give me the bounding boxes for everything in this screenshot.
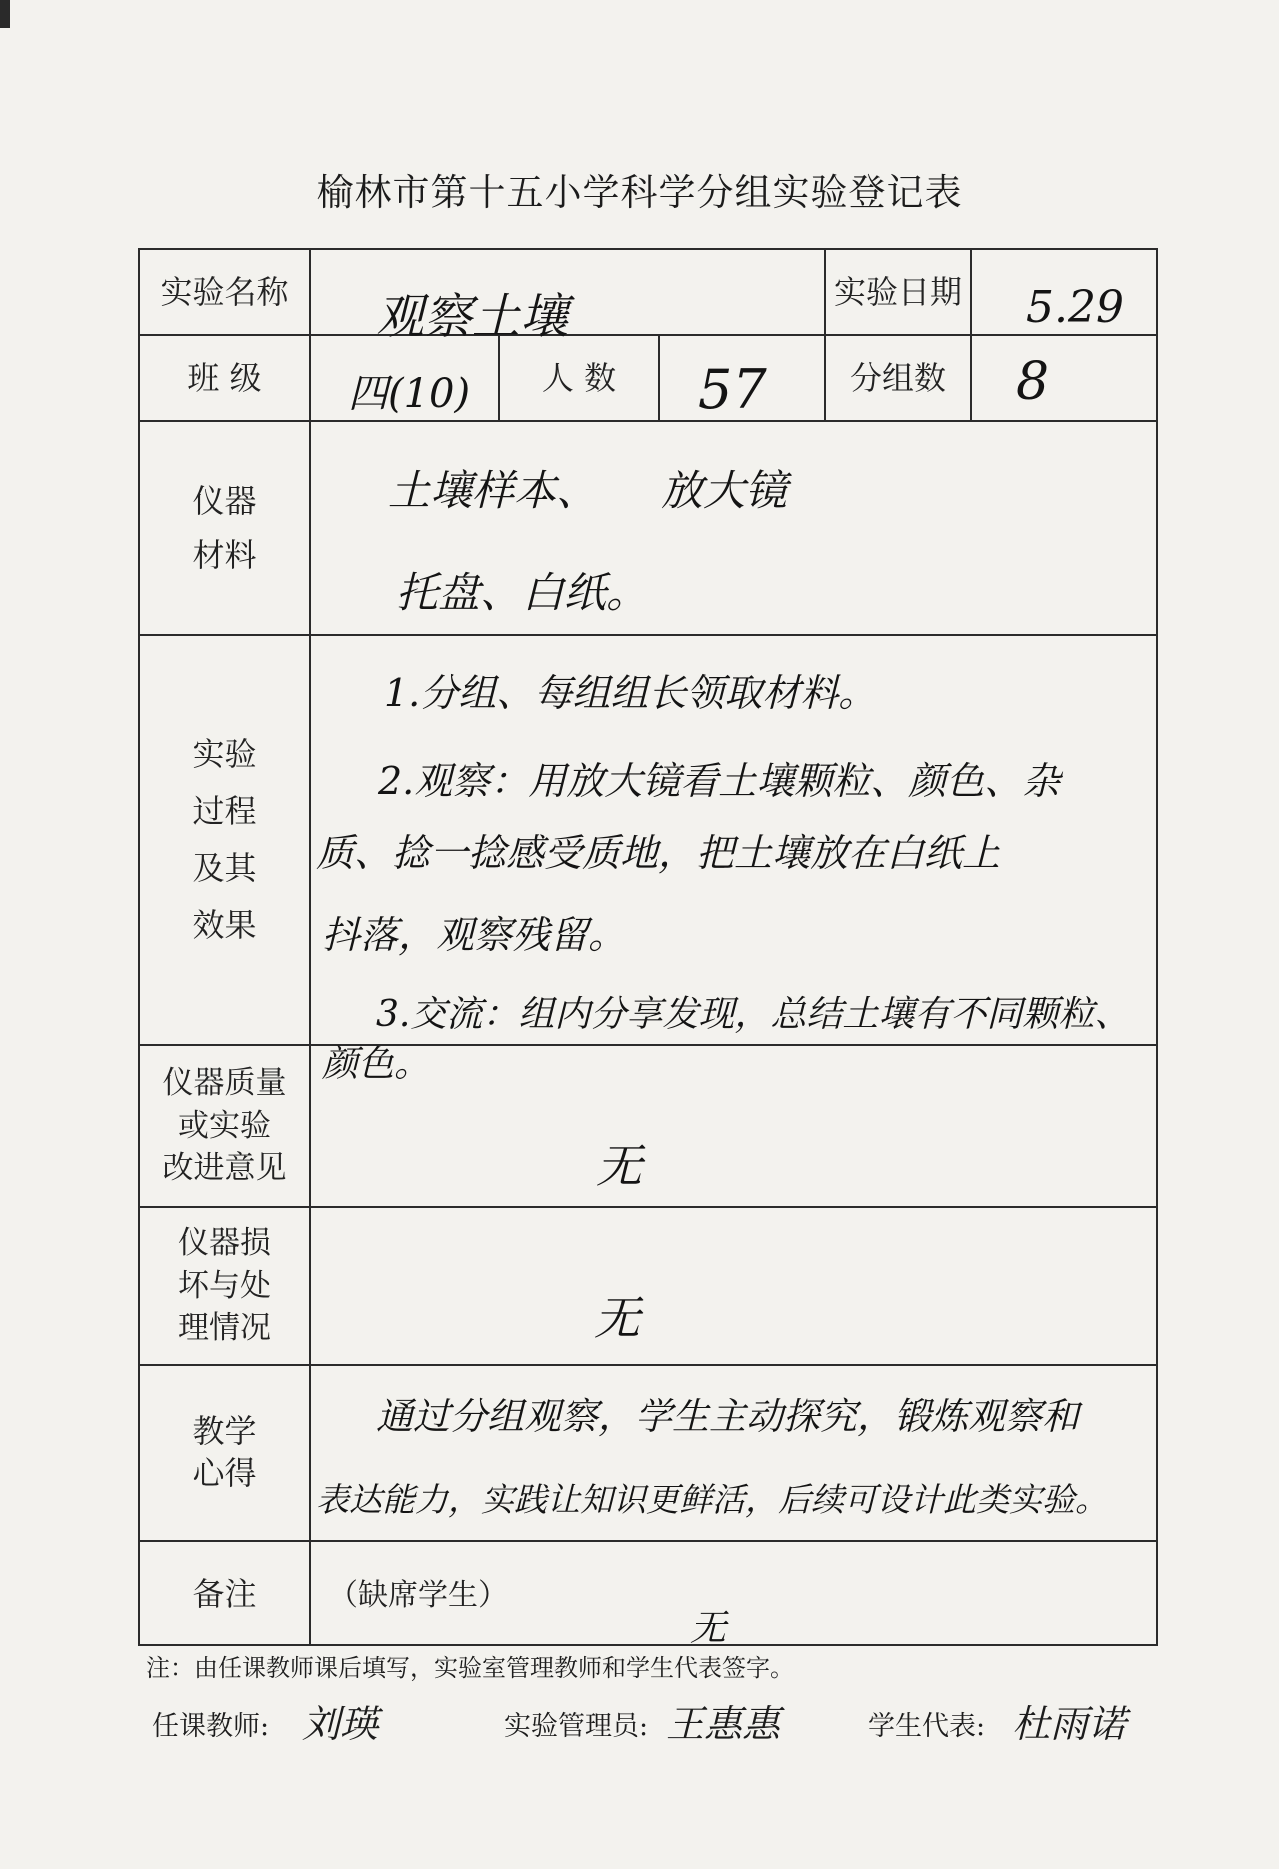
label-line: 效果 [192, 905, 257, 944]
student-label: 学生代表: [868, 1711, 986, 1742]
column-divider [658, 334, 660, 420]
equipment-line: 土壤样本、 放大镜 [388, 466, 788, 515]
label-experiment-date: 实验日期 [833, 273, 962, 311]
label-line: 坏与处 [178, 1267, 271, 1304]
label-line: 教学 [192, 1412, 257, 1451]
value-damage: 无 [594, 1291, 640, 1345]
admin-signature: 王惠惠 [666, 1702, 781, 1746]
label-class: 班 级 [187, 359, 262, 397]
label-line: 实验 [192, 735, 257, 774]
footer-note: 注：由任课教师课后填写，实验室管理教师和学生代表签字。 [146, 1654, 794, 1682]
column-divider [970, 248, 972, 420]
label-group-count: 分组数 [849, 359, 946, 397]
equipment-line: 托盘、白纸。 [396, 568, 649, 617]
label-quality [140, 1046, 309, 1206]
label-line: 理情况 [178, 1310, 271, 1347]
remarks-prefix: （缺席学生） [328, 1578, 508, 1614]
page-edge [0, 0, 10, 28]
process-line: 1.分组、每组组长领取材料。 [384, 671, 877, 715]
label-equipment [140, 422, 309, 634]
label-line: 心得 [192, 1454, 257, 1492]
process-line: 3.交流：组内分享发现，总结土壤有不同颗粒、 [376, 994, 1131, 1035]
teacher-label: 任课教师: [152, 1711, 270, 1742]
teacher-signature: 刘瑛 [302, 1702, 379, 1746]
admin-label: 实验管理员: [504, 1711, 649, 1742]
label-line: 仪器损 [178, 1224, 271, 1261]
process-line: 颜色。 [322, 1044, 431, 1085]
label-line: 材料 [192, 536, 257, 574]
value-people-count: 57 [698, 358, 767, 421]
value-group-count: 8 [1016, 352, 1050, 412]
process-line: 2.观察：用放大镜看土壤颗粒、颜色、杂 [378, 759, 1061, 803]
label-damage [140, 1208, 309, 1364]
label-process [140, 636, 309, 1044]
label-reflection [140, 1366, 309, 1540]
label-line: 仪器 [192, 481, 257, 520]
value-class: 四(10) [348, 371, 471, 417]
label-line: 仪器质量 [162, 1064, 287, 1101]
label-line: 过程 [192, 792, 257, 831]
student-signature: 杜雨诺 [1012, 1702, 1127, 1746]
label-remarks: 备注 [192, 1575, 257, 1613]
label-line: 或实验 [178, 1107, 271, 1144]
value-quality: 无 [596, 1139, 642, 1193]
value-remarks: 无 [690, 1608, 727, 1649]
value-experiment-date: 5.29 [1026, 282, 1124, 333]
form-title: 榆林市第十五小学科学分组实验登记表 [316, 171, 963, 214]
label-line: 及其 [192, 849, 257, 887]
reflection-line: 通过分组观察，学生主动探究，锻炼观察和 [376, 1395, 1079, 1438]
reflection-line: 表达能力，实践让知识更鲜活，后续可设计此类实验。 [316, 1480, 1108, 1519]
process-line: 质、捻一捻感受质地，把土壤放在白纸上 [316, 831, 1001, 875]
label-line: 改进意见 [162, 1150, 287, 1187]
process-line: 抖落，观察残留。 [322, 913, 627, 957]
value-experiment-name: 观察土壤 [376, 289, 569, 345]
label-people-count: 人 数 [541, 359, 617, 397]
label-column-divider [309, 248, 311, 1646]
label-experiment-name: 实验名称 [160, 273, 289, 311]
